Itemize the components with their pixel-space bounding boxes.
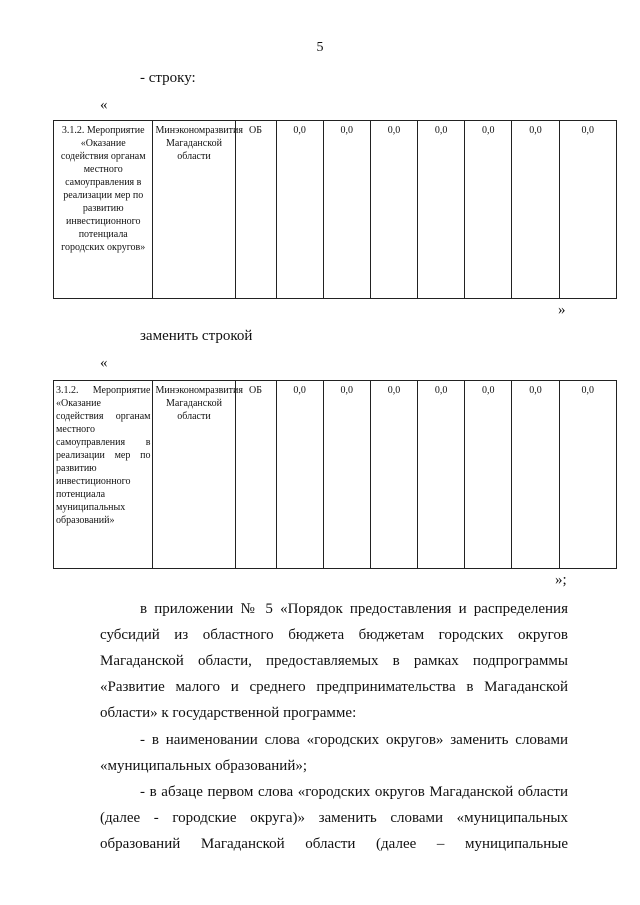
source-cell: ОБ bbox=[235, 121, 276, 299]
value-cell: 0,0 bbox=[276, 381, 323, 569]
value-cell: 0,0 bbox=[465, 381, 512, 569]
measure-name-cell: 3.1.2. Мероприятие «Оказание содействия органам местного самоуправления в реализации мер по развитию инвестиционного потенциала муниципальных образований» bbox=[54, 381, 153, 569]
value-cell: 0,0 bbox=[323, 121, 370, 299]
owner-cell: Минэкономразвития Магаданской области bbox=[153, 381, 235, 569]
value-cell: 0,0 bbox=[418, 121, 465, 299]
quote-close-2: »; bbox=[555, 572, 567, 588]
value-cell: 0,0 bbox=[323, 381, 370, 569]
paragraph-title-change: - в наименовании слова «городских округов» заменить словами «муниципальных образований»; bbox=[100, 732, 568, 774]
quote-close-1: » bbox=[558, 302, 566, 318]
value-cell: 0,0 bbox=[370, 121, 417, 299]
quote-open-1: « bbox=[100, 97, 108, 113]
value-cell: 0,0 bbox=[559, 121, 616, 299]
value-cell: 0,0 bbox=[370, 381, 417, 569]
table-old-row bbox=[53, 120, 617, 299]
table-row bbox=[54, 381, 617, 569]
line-zamenit: заменить строкой bbox=[140, 328, 253, 344]
value-cell: 0,0 bbox=[465, 121, 512, 299]
paragraph-appendix: в приложении № 5 «Порядок предоставления и распределения субсидий из областного бюджета бюджетам городских округов Магаданской области, предоставляемых в рамках подпрограммы «Развитие малого и среднего предпринимательства в Магаданской области» к государственной программе: bbox=[100, 601, 568, 721]
paragraph-first-abzac: - в абзаце первом слова «городских округов Магаданской области (далее - городские округа)» заменить словами «муниципальных образований Магаданской области (далее – муниципальные bbox=[100, 784, 568, 852]
line-stroku: - строку: bbox=[140, 70, 196, 86]
owner-cell: Минэкономразвития Магаданской области bbox=[153, 121, 235, 299]
value-cell: 0,0 bbox=[512, 121, 559, 299]
source-cell: ОБ bbox=[235, 381, 276, 569]
page-number: 5 bbox=[316, 40, 324, 55]
table-new-row bbox=[53, 380, 617, 569]
value-cell: 0,0 bbox=[512, 381, 559, 569]
measure-name-cell: 3.1.2. Мероприятие «Оказание содействия органам местного самоуправления в реализации мер по развитию инвестиционного потенциала городских округов» bbox=[54, 121, 153, 299]
quote-open-2: « bbox=[100, 355, 108, 371]
value-cell: 0,0 bbox=[559, 381, 616, 569]
table-row bbox=[54, 121, 617, 299]
value-cell: 0,0 bbox=[276, 121, 323, 299]
value-cell: 0,0 bbox=[418, 381, 465, 569]
